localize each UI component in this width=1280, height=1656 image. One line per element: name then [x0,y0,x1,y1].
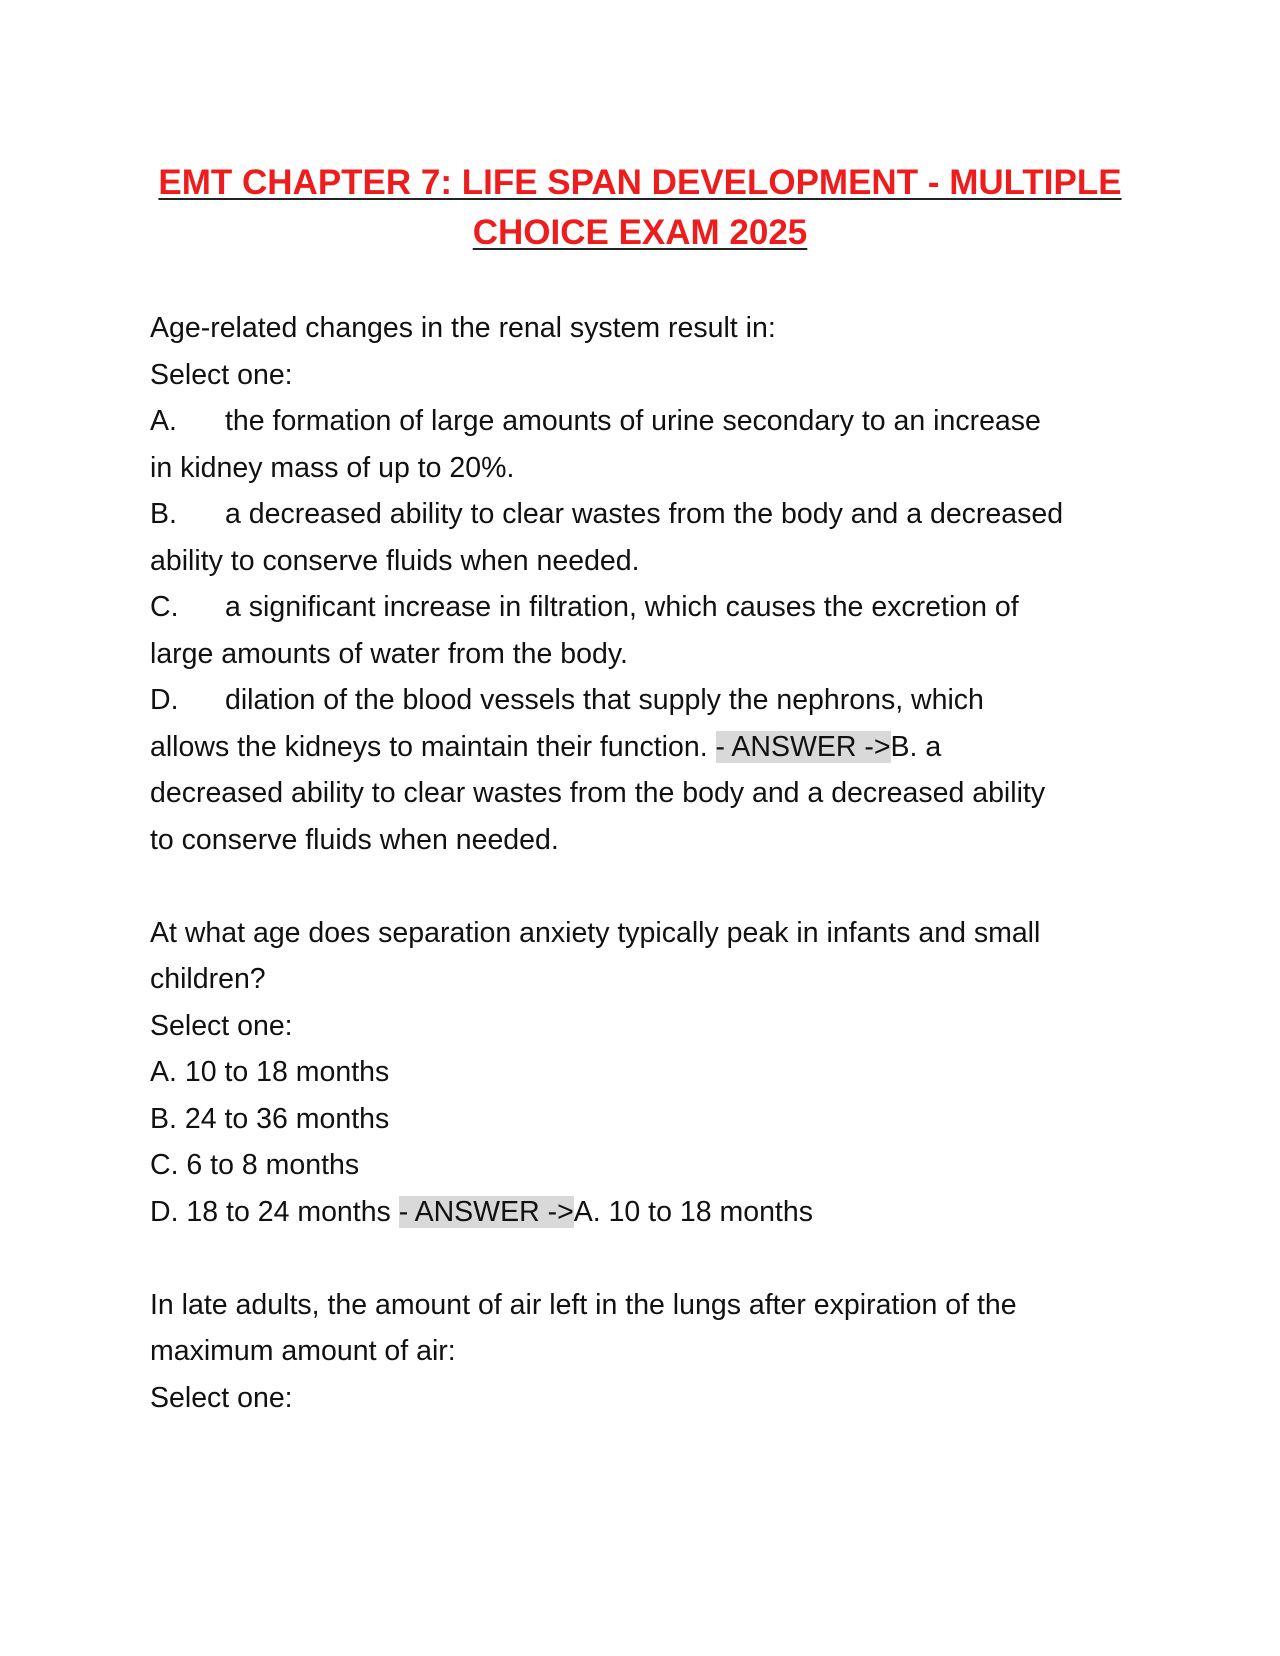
question-1-text: Age-related changes in the renal system result in: [150,312,776,344]
question-2-text-cont: children? [150,963,266,995]
answer-text: B. a [890,730,942,763]
question-1-option-b [150,491,1140,538]
question-1 [150,305,1140,863]
title-line-2: CHOICE EXAM 2025 [472,213,808,252]
question-1-option-a [150,398,1140,445]
title-line-1: EMT CHAPTER 7: LIFE SPAN DEVELOPMENT - MULTIPLE [158,163,1122,202]
question-2-select-label: Select one: [150,1009,293,1042]
question-1-option-d [150,677,1140,724]
question-2-option-c: C. 6 to 8 months [150,1149,360,1181]
question-3-select-label: Select one: [150,1381,293,1414]
spacer [150,863,1140,910]
option-text: dilation of the blood vessels that supply the nephrons, which [225,684,984,716]
question-2-option-d [150,1189,1140,1236]
option-letter: A. [150,405,177,437]
question-2-option-b: B. 24 to 36 months [150,1102,390,1135]
question-2-text: At what age does separation anxiety typically peak in infants and small [150,916,1041,949]
question-1-option-b-cont: ability to conserve fluids when needed. [150,544,640,577]
answer-marker: - ANSWER -> [715,730,891,763]
option-text: D. 18 to 24 months [150,1195,399,1228]
option-text: a decreased ability to clear wastes from the body and a decreased [225,498,1064,530]
answer-text: A. 10 to 18 months [573,1195,813,1228]
question-3-text-cont: maximum amount of air: [150,1335,456,1367]
spacer [150,1235,1140,1282]
option-text: the formation of large amounts of urine secondary to an increase [225,405,1041,437]
question-3-text: In late adults, the amount of air left in the lungs after expiration of the [150,1288,1017,1321]
option-text: allows the kidneys to maintain their function. [150,730,716,763]
question-1-option-c [150,584,1140,631]
question-1-answer-cont: decreased ability to clear wastes from the body and a decreased ability [150,777,1046,809]
option-text: a significant increase in filtration, which causes the excretion of [225,591,1019,623]
question-3 [150,1282,1140,1422]
document-body [150,305,1140,1421]
option-letter: C. [150,591,179,623]
question-1-option-c-cont: large amounts of water from the body. [150,637,628,670]
answer-marker: - ANSWER -> [398,1195,574,1228]
question-1-option-a-cont: in kidney mass of up to 20%. [150,451,515,484]
option-letter: D. [150,684,179,716]
document-title [150,158,1130,258]
question-1-answer-cont-2: to conserve fluids when needed. [150,823,559,856]
question-1-option-d-cont [150,724,1140,771]
question-2-option-a: A. 10 to 18 months [150,1056,390,1088]
question-1-select-label: Select one: [150,358,293,391]
question-2 [150,910,1140,1236]
option-letter: B. [150,498,177,530]
